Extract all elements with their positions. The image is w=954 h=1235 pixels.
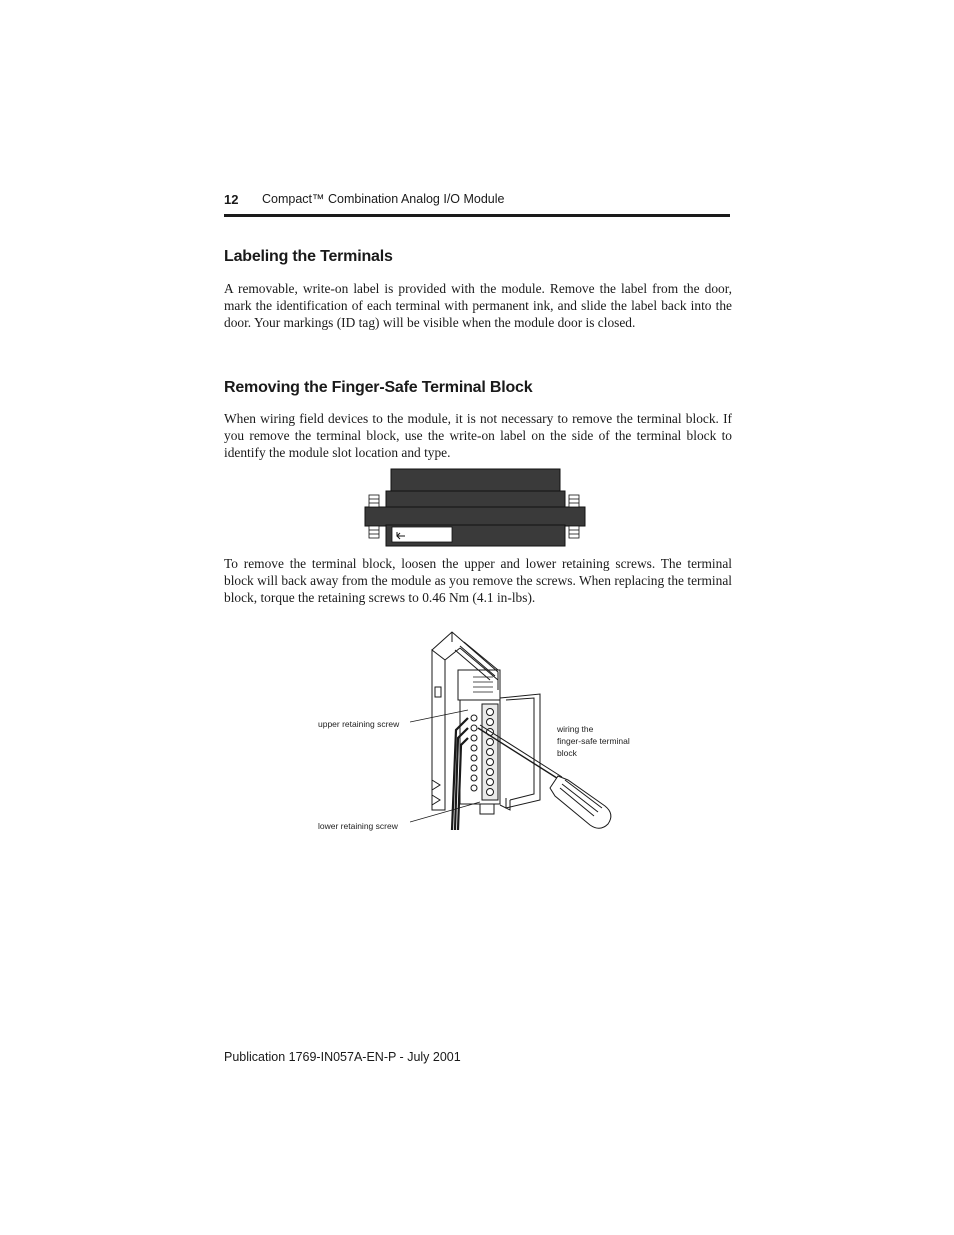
running-header-title: Compact™ Combination Analog I/O Module [262,192,505,206]
header-rule [224,214,730,217]
label-lower-retaining-screw: lower retaining screw [318,821,398,831]
label-upper-retaining-screw: upper retaining screw [318,719,400,729]
label-wiring-line2: finger-safe terminal [557,736,630,746]
heading-labeling-terminals: Labeling the Terminals [224,248,393,265]
label-wiring-line1: wiring the [557,724,594,734]
page-number: 12 [224,192,239,207]
label-wiring-line3: block [557,748,577,758]
publication-footer: Publication 1769-IN057A-EN-P - July 2001 [224,1050,461,1064]
paragraph-labeling: A removable, write-on label is provided with the module. Remove the label from the door, mark the identification of each terminal with permanent ink, and slide the label back into the door. Your markings (ID tag) will be visible when the module door is closed. [224,281,732,331]
write-on-label [392,527,452,542]
paragraph-removing-1: When wiring field devices to the module, it is not necessary to remove the terminal block. If you remove the terminal block, use the write-on label on the side of the terminal block to identify the module slot location and type. [224,411,732,461]
heading-removing-terminal-block: Removing the Finger-Safe Terminal Block [224,379,533,396]
terminal-block-side-view-figure [360,466,592,548]
paragraph-removing-2: To remove the terminal block, loosen the upper and lower retaining screws. The terminal block will back away from the module as you remove the screws. When replacing the terminal block, torque the retaining screws to 0.46 Nm (4.1 in-lbs). [224,556,732,606]
